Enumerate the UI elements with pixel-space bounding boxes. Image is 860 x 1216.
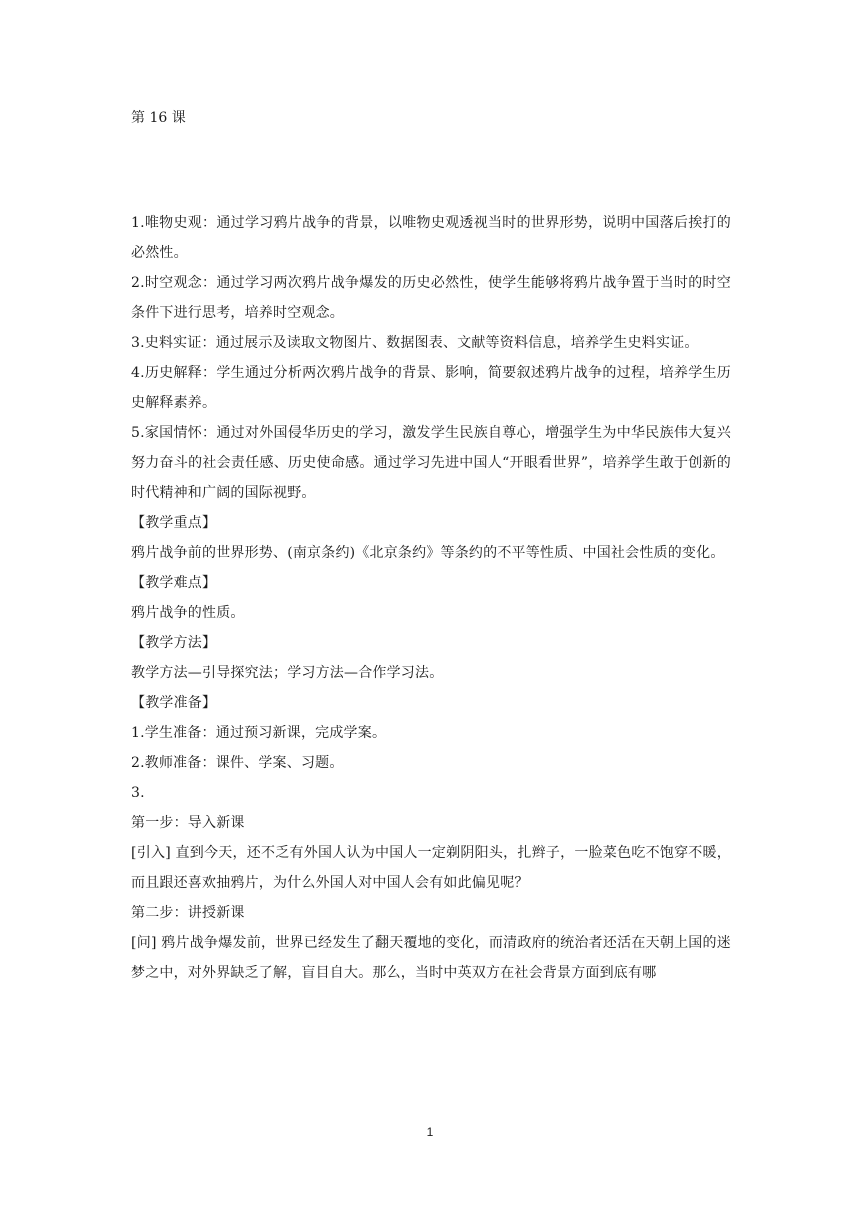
key-points-text: 鸦片战争前的世界形势、(南京条约)《北京条约》等条约的不平等性质、中国社会性质的变化。 bbox=[131, 545, 725, 561]
heading-difficulties: 【教学难点】 bbox=[131, 575, 217, 591]
objective-space-time: 2.时空观念：通过学习两次鸦片战争爆发的历史必然性，使学生能够将鸦片战争置于当时的时空条件下进行思考，培养时空观念。 bbox=[131, 275, 731, 321]
lesson-title: 第 16 课 bbox=[131, 110, 186, 126]
step-two-question: [问] 鸦片战争爆发前，世界已经发生了翻天覆地的变化，而清政府的统治者还活在天朝上国的迷梦之中，对外界缺乏了解，盲目自大。那么，当时中英双方在社会背景方面到底有哪 bbox=[131, 935, 731, 981]
methods-text: 教学方法—引导探究法；学习方法—合作学习法。 bbox=[131, 665, 444, 681]
step-two-heading: 第二步：讲授新课 bbox=[131, 905, 245, 921]
section-number: 3. bbox=[131, 785, 145, 801]
objective-interpretation: 4.历史解释：学生通过分析两次鸦片战争的背景、影响，简要叙述鸦片战争的过程，培养学生历史解释素养。 bbox=[131, 365, 731, 411]
preparation-teacher: 2.教师准备：课件、学案、习题。 bbox=[131, 755, 344, 771]
document-body bbox=[131, 208, 731, 988]
step-one-intro: [引入] 直到今天，还不乏有外国人认为中国人一定剃阴阳头，扎辫子，一脸菜色吃不饱穿不暖，而且跟还喜欢抽鸦片，为什么外国人对中国人会有如此偏见呢？ bbox=[131, 845, 731, 891]
objective-evidence: 3.史料实证：通过展示及读取文物图片、数据图表、文献等资料信息，培养学生史料实证。 bbox=[131, 335, 699, 351]
objective-materialism: 1.唯物史观：通过学习鸦片战争的背景，以唯物史观透视当时的世界形势，说明中国落后挨打的必然性。 bbox=[131, 215, 731, 261]
heading-key-points: 【教学重点】 bbox=[131, 515, 217, 531]
heading-preparation: 【教学准备】 bbox=[131, 695, 217, 711]
step-one-heading: 第一步：导入新课 bbox=[131, 815, 245, 831]
objective-patriotism: 5.家国情怀：通过对外国侵华历史的学习，激发学生民族自尊心，增强学生为中华民族伟大复兴努力奋斗的社会责任感、历史使命感。通过学习先进中国人“开眼看世界”，培养学生敢于创新的时代精神和广阔的国际视野。 bbox=[131, 425, 731, 501]
difficulties-text: 鸦片战争的性质。 bbox=[131, 605, 245, 621]
page-number: 1 bbox=[426, 1125, 434, 1139]
heading-methods: 【教学方法】 bbox=[131, 635, 217, 651]
preparation-student: 1.学生准备：通过预习新课，完成学案。 bbox=[131, 725, 387, 741]
